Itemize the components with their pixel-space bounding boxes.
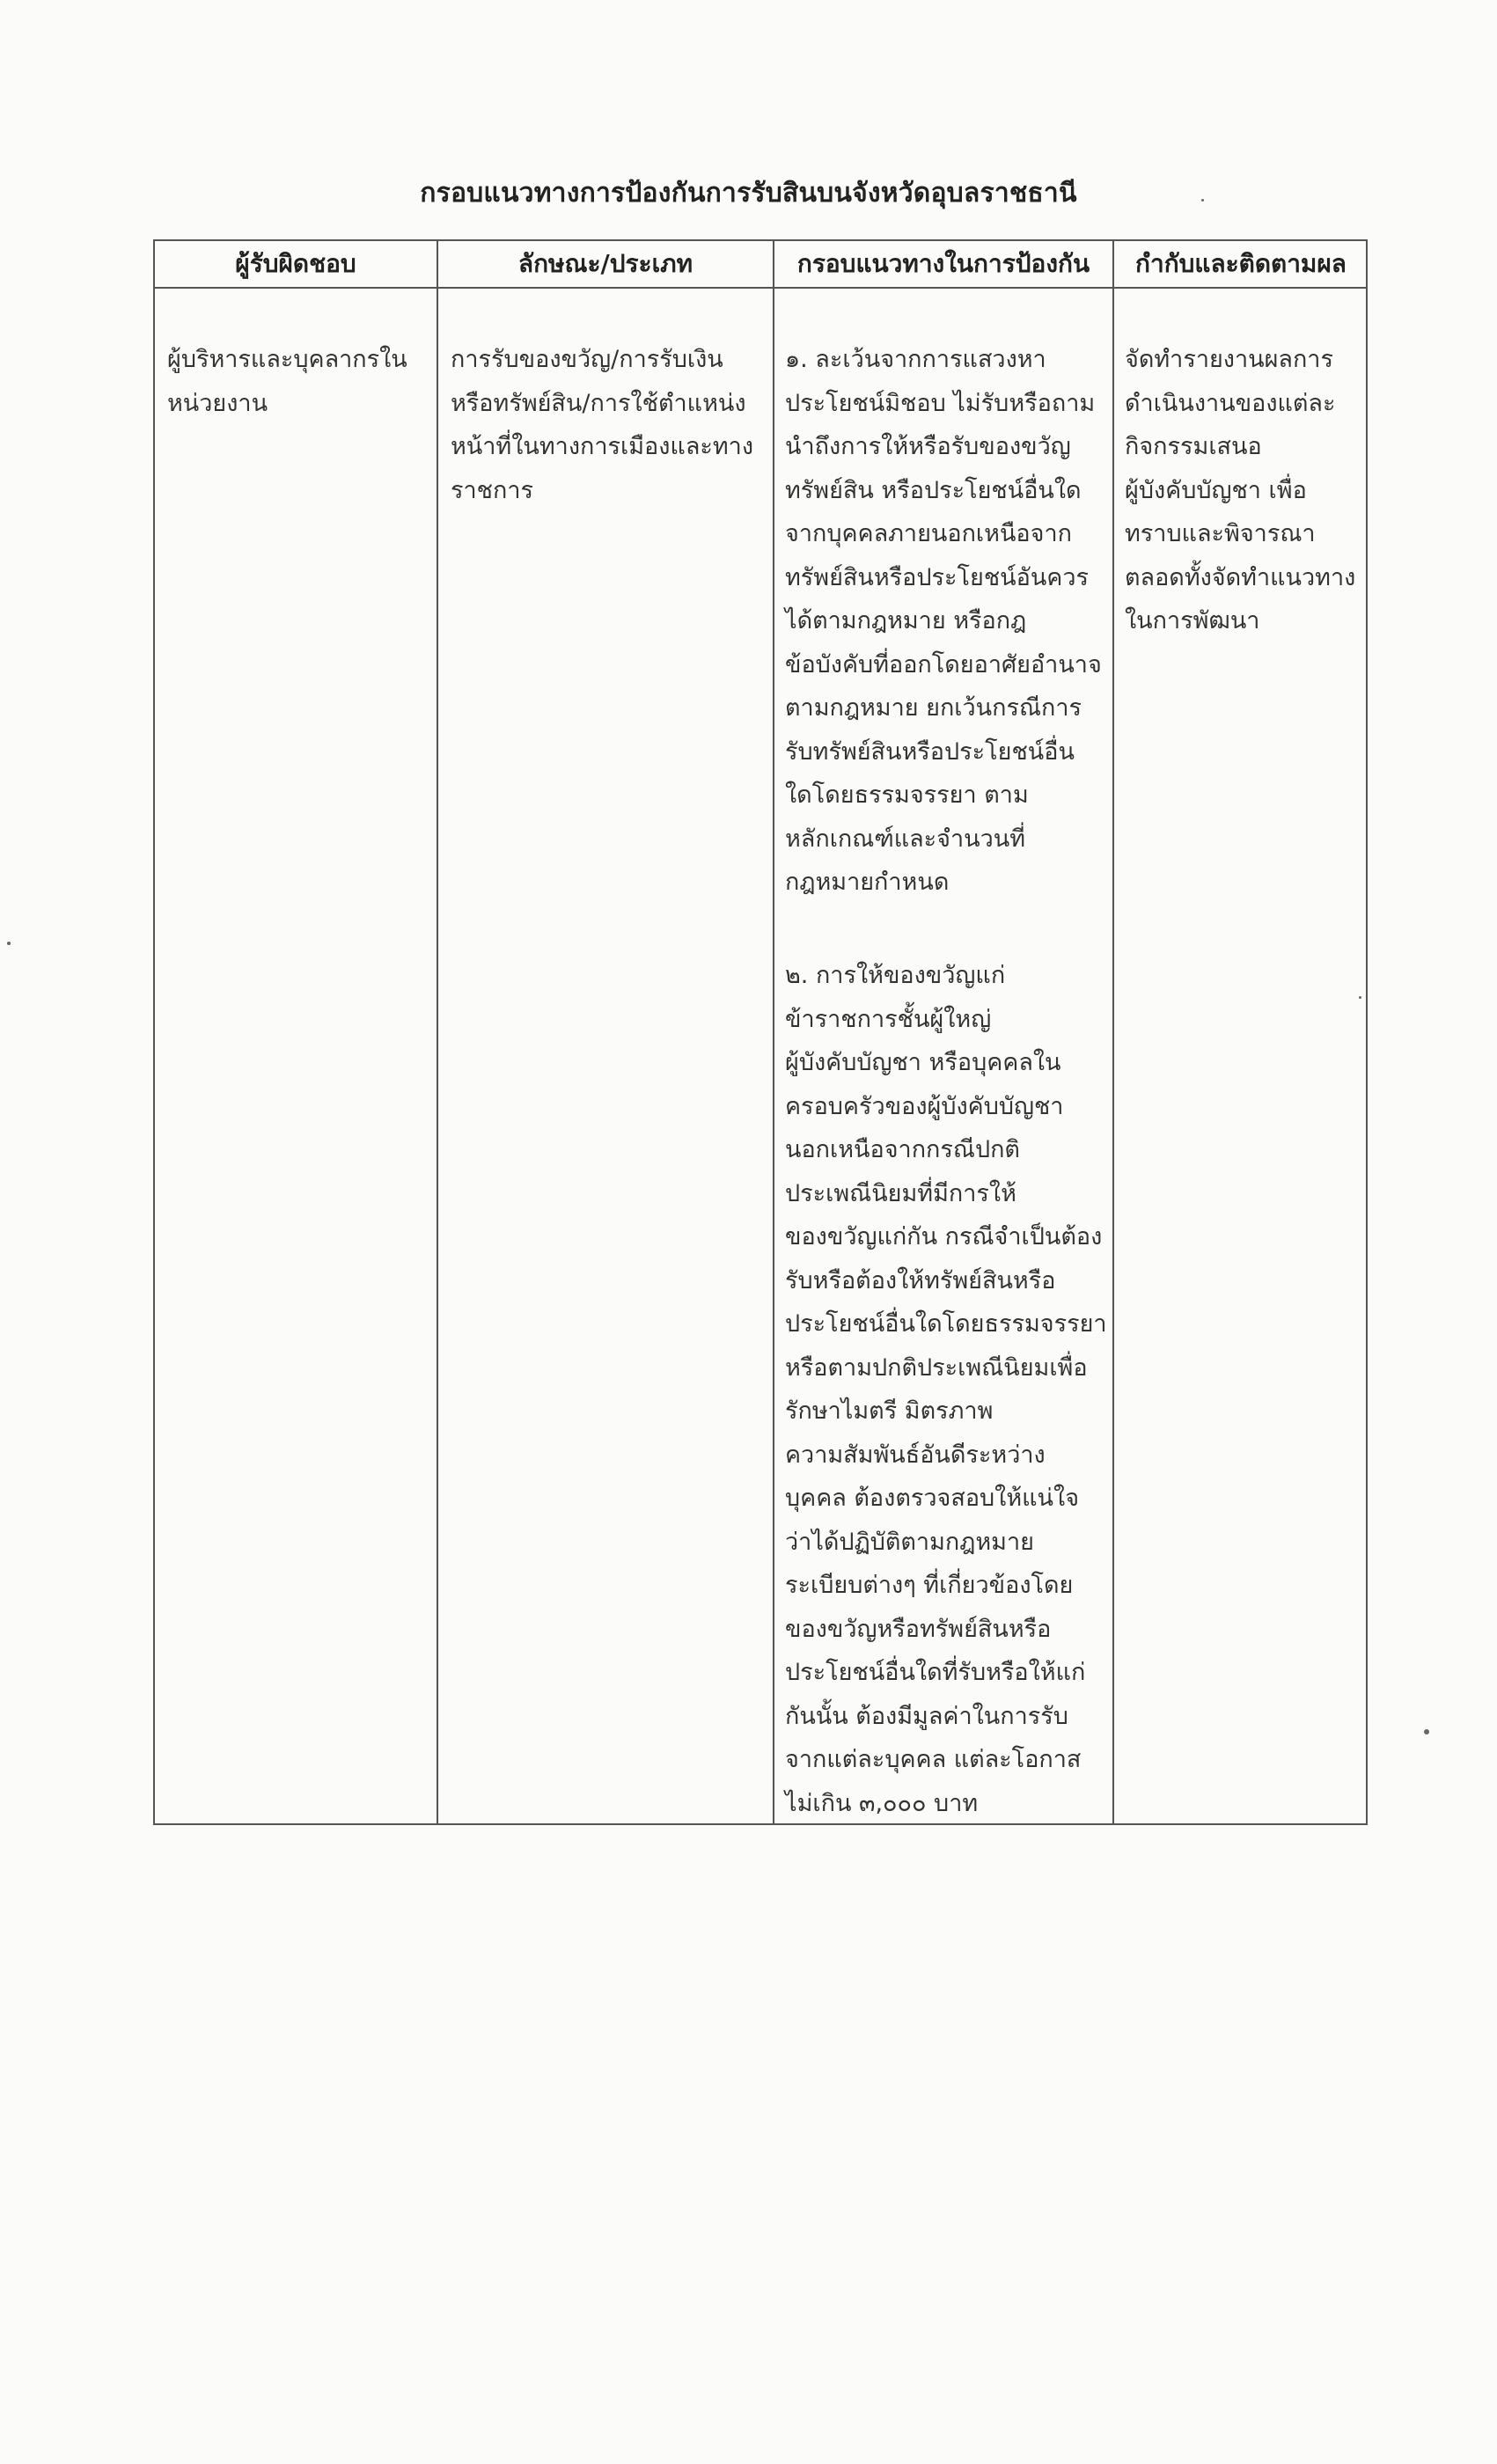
cell-type (451, 338, 753, 512)
text-line: ดำเนินงานของแต่ละ (1125, 389, 1336, 417)
text-line: ๒. การให้ของขวัญแก่ (785, 962, 1006, 989)
header-monitoring: กำกับและติดตามผล (1135, 249, 1347, 278)
text-line: หลักเกณฑ์และจำนวนที่ (785, 825, 1026, 853)
cell-guideline-1 (785, 338, 1102, 905)
text-line: หน้าที่ในทางการเมืองและทาง (451, 433, 754, 460)
scan-speck (1359, 996, 1361, 999)
text-line: ครอบครัวของผู้บังคับบัญชา (785, 1092, 1064, 1120)
header-responsible: ผู้รับผิดชอบ (235, 249, 356, 278)
cell-responsible (167, 338, 407, 425)
text-line: ระเบียบต่างๆ ที่เกี่ยวข้องโดย (785, 1572, 1074, 1599)
text-line: ข้าราชการชั้นผู้ใหญ่ (785, 1005, 992, 1033)
text-line: ประโยชน์อื่นใดโดยธรรมจรรยา (785, 1310, 1107, 1338)
text-line: หน่วยงาน (167, 389, 268, 417)
column-divider (1112, 241, 1114, 1823)
column-divider (437, 241, 438, 1823)
column-divider (773, 241, 774, 1823)
text-line: ตามกฎหมาย ยกเว้นกรณีการ (785, 694, 1082, 722)
text-line: บุคคล ต้องตรวจสอบให้แน่ใจ (785, 1485, 1080, 1512)
page-title: กรอบแนวทางการป้องกันการรับสินบนจังหวัดอุบลราชธานี (420, 178, 1077, 209)
text-line: นอกเหนือจากกรณีปกติ (785, 1136, 1020, 1163)
text-line: ในการพัฒนา (1125, 607, 1260, 634)
text-line: การรับของขวัญ/การรับเงิน (451, 346, 723, 373)
text-line: ใดโดยธรรมจรรยา ตาม (785, 781, 1029, 809)
text-line: ไม่เกิน ๓,๐๐๐ บาท (785, 1789, 979, 1817)
text-line: ผู้บริหารและบุคลากรใน (167, 346, 407, 373)
text-line: กิจกรรมเสนอ (1125, 433, 1262, 460)
scan-speck (7, 942, 11, 945)
text-line: ได้ตามกฎหมาย หรือกฎ (785, 607, 1027, 634)
text-line: ของขวัญแก่กัน กรณีจำเป็นต้อง (785, 1223, 1103, 1250)
text-line: ความสัมพันธ์อันดีระหว่าง (785, 1441, 1046, 1469)
header-guideline: กรอบแนวทางในการป้องกัน (796, 249, 1090, 278)
text-line: รับทรัพย์สินหรือประโยชน์อื่น (785, 737, 1075, 766)
scan-speck (1424, 1729, 1429, 1734)
header-type: ลักษณะ/ประเภท (517, 249, 693, 278)
text-line: ผู้บังคับบัญชา เพื่อ (1125, 476, 1307, 504)
text-line: หรือตามปกติประเพณีนิยมเพื่อ (785, 1353, 1088, 1382)
text-line: ประเพณีนิยมที่มีการให้ (785, 1179, 1016, 1207)
text-line: ประโยชน์อื่นใดที่รับหรือให้แก่ (785, 1659, 1086, 1686)
text-line: ข้อบังคับที่ออกโดยอาศัยอำนาจ (785, 650, 1102, 678)
text-line: ตลอดทั้งจัดทำแนวทาง (1125, 563, 1356, 591)
text-line: ทรัพย์สิน หรือประโยชน์อื่นใด (785, 476, 1082, 504)
bribery-prevention-table (153, 239, 1368, 1825)
cell-guideline-2 (785, 954, 1107, 1825)
text-line: จากบุคคลภายนอกเหนือจาก (785, 520, 1072, 547)
text-line: รับหรือต้องให้ทรัพย์สินหรือ (785, 1266, 1056, 1294)
text-line: ของขวัญหรือทรัพย์สินหรือ (785, 1615, 1052, 1643)
text-line: จัดทำรายงานผลการ (1125, 346, 1333, 373)
text-line: ว่าได้ปฏิบัติตามกฎหมาย (785, 1528, 1034, 1556)
text-line: กฎหมายกำหนด (785, 869, 950, 896)
text-line: จากแต่ละบุคคล แต่ละโอกาส (785, 1746, 1082, 1773)
text-line: ๑. ละเว้นจากการแสวงหา (785, 346, 1046, 373)
text-line: ผู้บังคับบัญชา หรือบุคคลใน (785, 1049, 1061, 1076)
text-line: ราชการ (451, 476, 533, 504)
text-line: นำถึงการให้หรือรับของขวัญ (785, 433, 1071, 460)
text-line: ทรัพย์สินหรือประโยชน์อันควร (785, 563, 1090, 591)
text-line: ประโยชน์มิชอบ ไม่รับหรือถาม (785, 389, 1096, 417)
text-line: ทราบและพิจารณา (1125, 520, 1316, 547)
text-line: หรือทรัพย์สิน/การใช้ตำแหน่ง (451, 389, 746, 417)
header-divider (155, 287, 1366, 289)
scan-speck (1201, 199, 1204, 202)
cell-monitoring (1125, 338, 1355, 643)
text-line: รักษาไมตรี มิตรภาพ (785, 1397, 994, 1425)
text-line: กันนั้น ต้องมีมูลค่าในการรับ (785, 1702, 1068, 1730)
